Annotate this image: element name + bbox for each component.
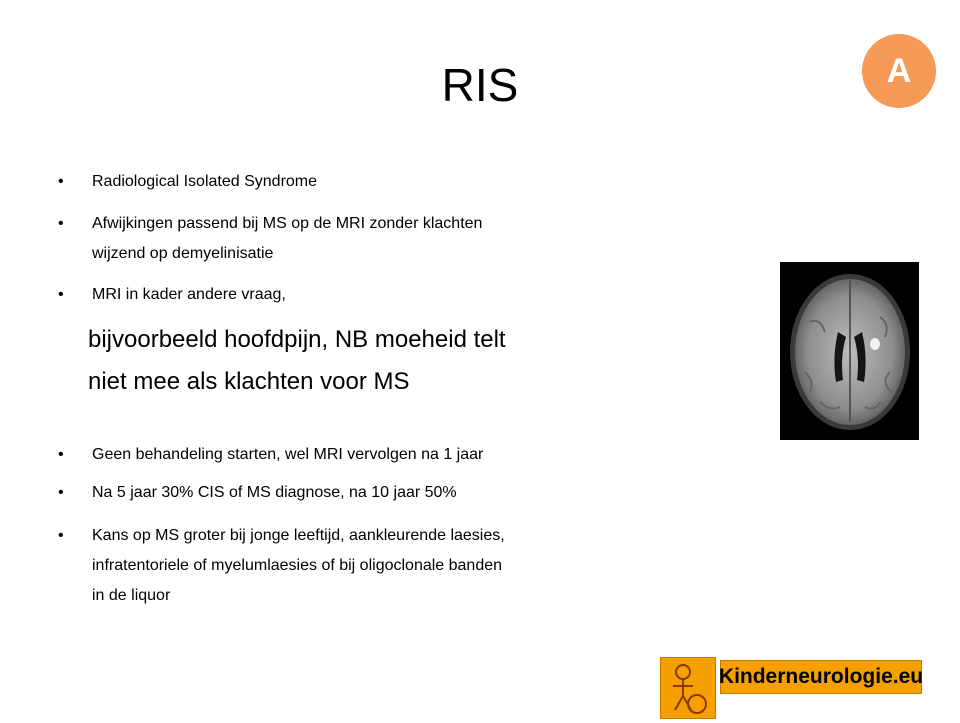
bullet-text: wijzend op demyelinisatie	[92, 245, 274, 262]
logo-figure-icon	[660, 657, 716, 719]
continuation-text: bijvoorbeeld hoofdpijn, NB moeheid telt	[88, 326, 506, 353]
section-badge: A	[862, 34, 936, 108]
mri-brain-image	[780, 262, 919, 440]
bullet-icon: •	[58, 215, 64, 232]
bullet-text: infratentoriele of myelumlaesies of bij oligoclonale banden	[92, 557, 503, 574]
bullet-text: Radiological Isolated Syndrome	[92, 173, 318, 190]
bullet-icon: •	[58, 173, 64, 190]
slide-title: RIS	[441, 59, 519, 111]
bullet-icon: •	[58, 484, 64, 501]
bullet-icon: •	[58, 527, 64, 544]
bullet-text: Kans op MS groter bij jonge leeftijd, aankleurende laesies,	[92, 527, 505, 544]
bullet-text: Geen behandeling starten, wel MRI vervolgen na 1 jaar	[92, 446, 484, 463]
bullet-text: in de liquor	[92, 587, 171, 604]
bullet-text: MRI in kader andere vraag,	[92, 286, 286, 303]
bullet-icon: •	[58, 286, 64, 303]
bullet-text: Na 5 jaar 30% CIS of MS diagnose, na 10 jaar 50%	[92, 484, 457, 501]
continuation-text: niet mee als klachten voor MS	[88, 368, 410, 395]
logo-text: Kinderneurologie.eu	[720, 660, 922, 694]
bullet-icon: •	[58, 446, 64, 463]
bullet-text: Afwijkingen passend bij MS op de MRI zonder klachten	[92, 215, 483, 232]
